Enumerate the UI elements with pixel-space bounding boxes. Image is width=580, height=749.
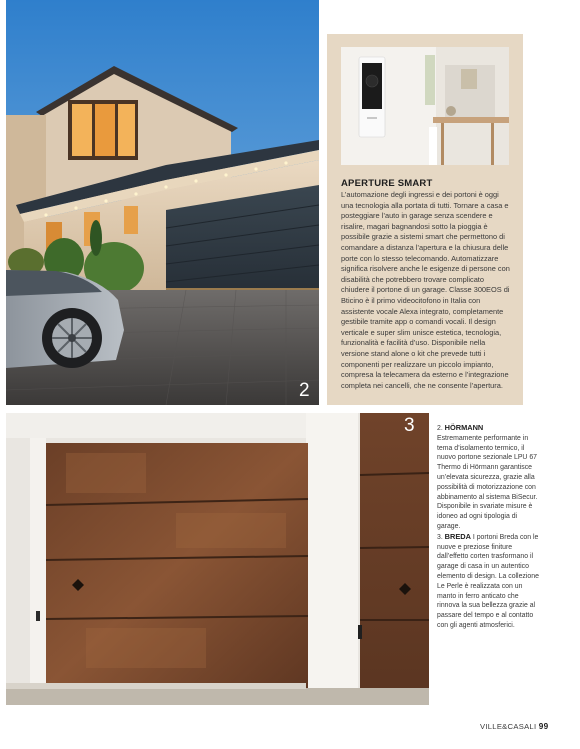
caption-2-brand: HÖRMANN — [444, 423, 484, 432]
photo-number: 2 — [299, 380, 310, 401]
page-number: 99 — [538, 722, 549, 731]
caption-2-text: Estremamente performante in tema d’isolamento termico, il nuovo portone sezionale LPU 67 Thermo di Hörmann garantisce un’elevata sicurezza, grazie alla possibilità di motorizzazione con abbinamento al sistema BiSecur. Disponibile in svariate misure è idoneo ad ogni tipologia di garage. — [437, 434, 538, 530]
sidebar-body: L’automazione degli ingressi e dei portoni è oggi una tecnologia alla portata di tutti. Tornare a casa e posteggiare l’auto in garage senza scendere e risalire, magari bagnandosi sotto la pioggia è possibile grazie a sistemi smart che permettono di comandare a distanza l’apertura e la chiusura delle porte con lo stesso telecomando. Automatizzare significa risolvere anche le esigenze di persone con disabilità che potrebbero trovare complicato chiudere il portone di un garage. Classe 300EOS di Bticino è il primo videocitofono in Italia con assistente vocale Alexa integrato, completamente gestibile tramite app o comandi vocali. Il design verticale e super slim unisce estetica, tecnologia, funzionalità e facilità d’uso. Disponibile nella versione stand alone o kit che prevede tutti i componenti per realizzare un piccolo impianto, compresa la telecamera da esterno e l’integrazione completa nei cancelli, che ne consente l’apertura. — [341, 190, 510, 390]
page-footer — [480, 722, 549, 731]
magazine-name: VILLE&CASALI — [480, 722, 537, 731]
captions-column — [437, 423, 541, 631]
corten-garage-doors-photo — [6, 413, 429, 705]
caption-3-text: I portoni Breda con le nuove e preziose finiture dall’effetto corten trasformano il garage di casa in un autentico elemento di design. La collezione Le Perle è realizzata con un manto in ferro anticato che rinnova la sua bellezza grazie al passare del tempo e al contatto con gli agenti atmosferici. — [437, 533, 539, 629]
caption-3-number: 3. — [437, 533, 443, 541]
caption-3-brand: BREDA — [444, 531, 471, 541]
sidebar-title: APERTURE SMART — [341, 178, 433, 189]
smart-openings-sidebar — [327, 34, 523, 405]
house-garage-photo — [6, 0, 319, 405]
caption-2-number: 2. — [437, 425, 443, 432]
photo-number: 3 — [404, 415, 415, 436]
video-intercom-photo — [341, 47, 509, 165]
